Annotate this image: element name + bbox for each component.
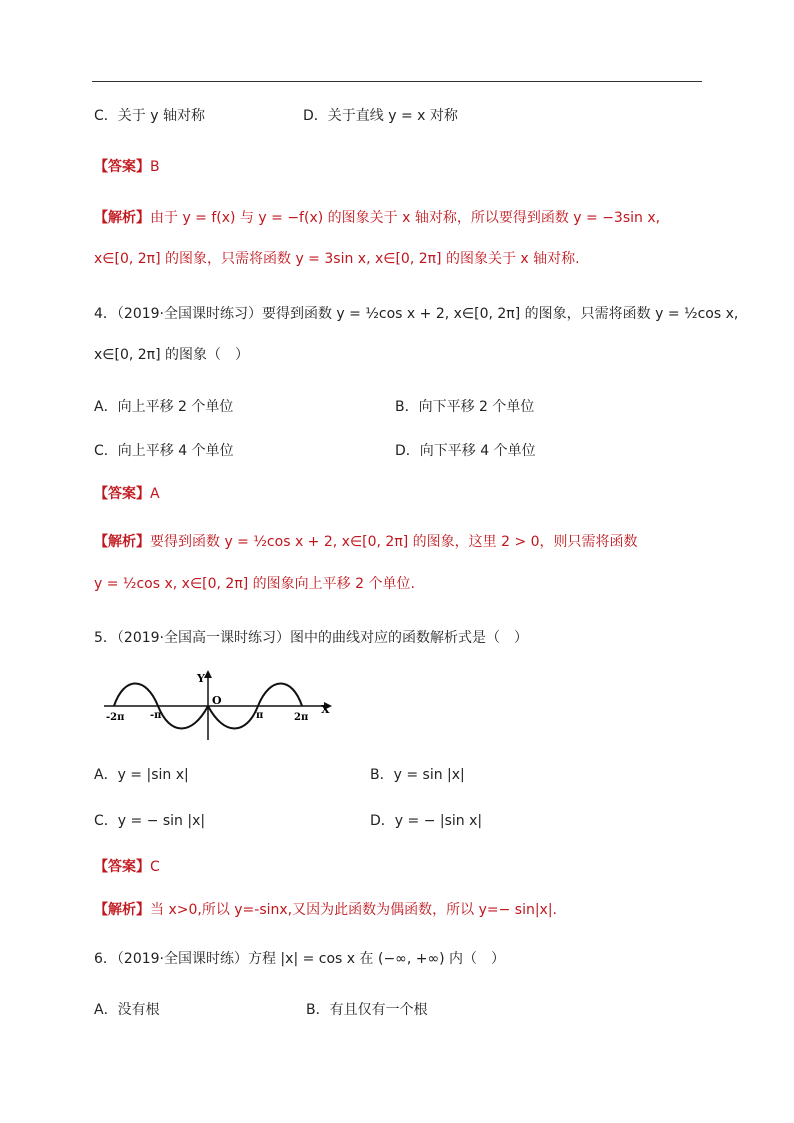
analysis-text: 当 x>0,所以 y=-sinx,又因为此函数为偶函数，所以 y=− sin|x|. bbox=[150, 902, 558, 918]
analysis-tag: 【解析】 bbox=[94, 902, 150, 918]
q5-analysis bbox=[94, 900, 557, 920]
analysis-text: 要得到函数 y = ½cos x + 2, x∈[0, 2π] 的图象，这里 2 > 0，则只需将函数 bbox=[150, 534, 638, 550]
answer-value: B bbox=[150, 159, 160, 175]
q5-answer bbox=[94, 857, 160, 877]
q3-option-d: D．关于直线 y = x 对称 bbox=[303, 108, 458, 124]
q5-option-d: D．y = − |sin x| bbox=[370, 813, 483, 829]
tick-label-neg2pi: -2π bbox=[106, 712, 125, 723]
y-axis-label: Y bbox=[197, 672, 205, 685]
q4-analysis-line1 bbox=[94, 532, 638, 552]
q5-option-a: A．y = |sin x| bbox=[94, 767, 189, 783]
answer-value: A bbox=[150, 486, 160, 502]
q4-answer bbox=[94, 484, 160, 504]
q4-option-d: D．向下平移 4 个单位 bbox=[395, 443, 536, 459]
q6-option-b: B．有且仅有一个根 bbox=[306, 1002, 428, 1018]
q3-answer bbox=[94, 157, 160, 177]
analysis-tag: 【解析】 bbox=[94, 210, 150, 226]
q4-stem-line1: 4．（2019·全国课时练习）要得到函数 y = ½cos x + 2, x∈[0, 2π] 的图象，只需将函数 y = ½cos x, bbox=[94, 306, 739, 322]
header-rule bbox=[92, 81, 702, 82]
tick-label-pi: π bbox=[256, 710, 264, 721]
q3-option-c: C．关于 y 轴对称 bbox=[94, 108, 205, 124]
answer-tag: 【答案】 bbox=[94, 159, 150, 175]
q4-stem-line2: x∈[0, 2π] 的图象（ ） bbox=[94, 347, 249, 363]
q4-option-a: A．向上平移 2 个单位 bbox=[94, 399, 234, 415]
q6-option-a: A．没有根 bbox=[94, 1002, 160, 1018]
answer-tag: 【答案】 bbox=[94, 859, 150, 875]
q4-option-b: B．向下平移 2 个单位 bbox=[395, 399, 535, 415]
q5-stem: 5．（2019·全国高一课时练习）图中的曲线对应的函数解析式是（ ） bbox=[94, 630, 528, 646]
q6-stem: 6．（2019·全国课时练）方程 |x| = cos x 在 (−∞, +∞) 内（ ） bbox=[94, 951, 506, 967]
y-axis-arrow bbox=[204, 670, 212, 678]
q4-analysis-line2: y = ½cos x, x∈[0, 2π] 的图象向上平移 2 个单位. bbox=[94, 576, 415, 592]
q4-option-c: C．向上平移 4 个单位 bbox=[94, 443, 234, 459]
answer-tag: 【答案】 bbox=[94, 486, 150, 502]
origin-label: O bbox=[212, 694, 222, 707]
q3-analysis-line2: x∈[0, 2π] 的图象，只需将函数 y = 3sin x, x∈[0, 2π] 的图象关于 x 轴对称. bbox=[94, 251, 580, 267]
analysis-tag: 【解析】 bbox=[94, 534, 150, 550]
q5-option-b: B．y = sin |x| bbox=[370, 767, 465, 783]
q5-option-c: C．y = − sin |x| bbox=[94, 813, 206, 829]
q3-analysis-line1 bbox=[94, 208, 660, 228]
analysis-text: 由于 y = f(x) 与 y = −f(x) 的图象关于 x 轴对称，所以要得到函数 y = −3sin x, bbox=[150, 210, 661, 226]
tick-label-2pi: 2π bbox=[294, 712, 309, 723]
q5-curve-graph bbox=[98, 668, 338, 742]
x-axis-label: X bbox=[321, 703, 330, 716]
tick-label-negpi: -π bbox=[150, 710, 162, 721]
answer-value: C bbox=[150, 859, 160, 875]
